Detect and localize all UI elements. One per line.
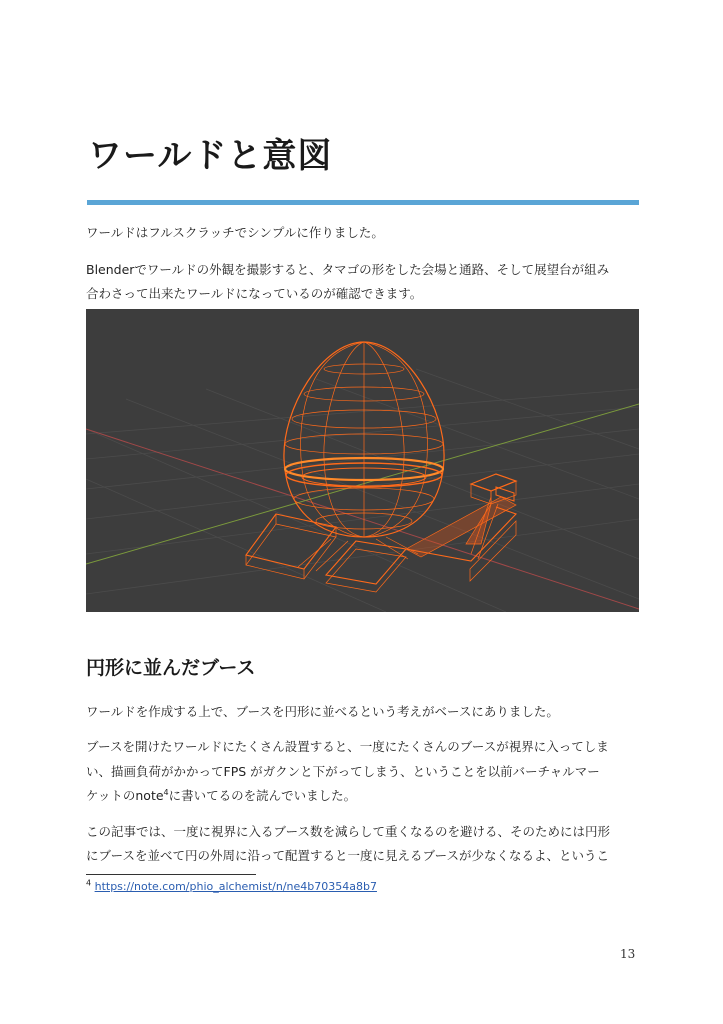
- footnote: [86, 880, 377, 893]
- footnote-divider: [86, 874, 256, 875]
- footnote-number: 4: [86, 878, 92, 888]
- section-paragraph-3-line-1: この記事では、一度に視界に入るブース数を減らして重くなるのを避ける、そのためには円形: [86, 824, 611, 839]
- page-title: ワールドと意図: [88, 136, 333, 176]
- intro-paragraph: ワールドはフルスクラッチでシンプルに作りました。: [86, 225, 384, 240]
- footnote-link[interactable]: https://note.com/phio_alchemist/n/ne4b70354a8b7: [94, 880, 377, 893]
- section-paragraph-2-line-1: ブースを開けたワールドにたくさん設置すると、一度にたくさんのブースが視界に入ってしま: [86, 739, 609, 754]
- section-paragraph-1: ワールドを作成する上で、ブースを円形に並べるという考えがベースにありました。: [86, 704, 559, 719]
- section-heading: 円形に並んだブース: [86, 657, 256, 679]
- blender-paragraph-line-2: 合わさって出来たワールドになっているのが確認できます。: [86, 286, 423, 301]
- footnote-reference[interactable]: 4: [163, 787, 169, 797]
- paragraph-text: に書いてるのを読んでいました。: [168, 788, 357, 803]
- blender-wireframe-figure: [86, 309, 639, 612]
- section-paragraph-2-line-3: [86, 784, 639, 808]
- section-paragraph-3-line-2: にブースを並べて円の外周に沿って配置すると一度に見えるブースが少なくなるよ、というこ: [86, 848, 610, 863]
- page-number: 13: [620, 947, 636, 961]
- wireframe-model: [246, 342, 516, 592]
- title-underline: [87, 200, 639, 205]
- blender-paragraph-line-1: Blenderでワールドの外観を撮影すると、タマゴの形をした会場と通路、そして展望台が組み: [86, 262, 610, 277]
- section-paragraph-2-line-2: い、描画負荷がかかってFPS がガクンと下がってしまう、ということを以前バーチャルマー: [86, 764, 600, 779]
- wireframe-render: [86, 309, 639, 612]
- floor-grid: [86, 369, 639, 612]
- paragraph-text: ケットのnote: [86, 788, 164, 803]
